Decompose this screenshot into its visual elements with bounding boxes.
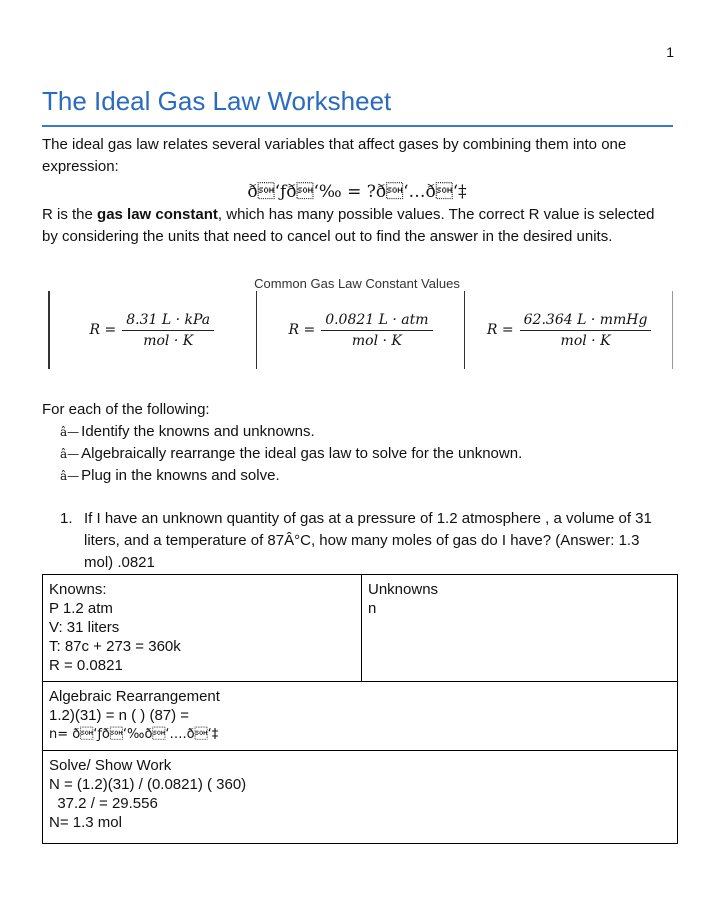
constant-atm: [256, 291, 465, 369]
table-right-border: [672, 291, 674, 369]
known-value: V: 31 liters: [49, 619, 120, 636]
instructions-heading: For each of the following:: [42, 401, 210, 418]
constant-denominator: mol · K: [143, 332, 194, 349]
constants-caption: Common Gas Law Constant Values: [254, 276, 460, 291]
intro-paragraph: The ideal gas law relates several variables that affect gases by combining them into one expression:: [42, 136, 627, 175]
constant-lhs: R =: [486, 322, 514, 338]
list-item: [60, 443, 522, 465]
bullet-icon: â—: [60, 447, 80, 461]
question-1: [60, 508, 670, 574]
page-title: The Ideal Gas Law Worksheet: [42, 86, 392, 116]
instruction-text: Algebraically rearrange the ideal gas law to solve for the unknown.: [81, 445, 523, 462]
title-underline: [42, 125, 673, 127]
constant-denominator: mol · K: [560, 332, 611, 349]
gas-law-constant-term: gas law constant: [97, 206, 218, 223]
bullet-icon: â—: [60, 425, 80, 439]
unknown-value: n: [368, 600, 377, 617]
constant-fraction: [321, 312, 432, 349]
table-row: [43, 751, 678, 844]
constant-mmhg: [464, 291, 673, 369]
r-description: [42, 204, 674, 248]
instruction-text: Identify the knowns and unknowns.: [81, 423, 315, 440]
page-number: 1: [666, 44, 674, 60]
known-value: P 1.2 atm: [49, 600, 113, 617]
ideal-gas-equation: ð‘ƒð‘‰ = ?ð‘…ð‘‡: [247, 182, 467, 202]
rearrangement-cell: [43, 682, 678, 751]
rearrangement-line: n= ð‘ƒð‘‰ð‘….ð‘‡: [49, 727, 219, 742]
table-left-border: [48, 291, 50, 369]
known-value: T: 87c + 273 = 360k: [49, 638, 181, 655]
solve-heading: Solve/ Show Work: [49, 757, 172, 774]
gas-constant-table: [48, 291, 673, 369]
list-item: [60, 421, 522, 443]
constant-lhs: R =: [89, 322, 117, 338]
solve-line: N = (1.2)(31) / (0.0821) ( 360): [49, 776, 247, 793]
bullet-icon: â—: [60, 469, 80, 483]
question-text: If I have an unknown quantity of gas at a pressure of 1.2 atmosphere , a volume of 31 liters, and a temperature of 87Â°C, how many moles of gas do I have? (Answer: 1.3 mol) .0821: [84, 510, 652, 571]
constant-numerator: 8.31 L · kPa: [122, 312, 214, 331]
r-description-rest: , which has many possible values. The correct R value is selected by considering the units that need to cancel out to find the answer in the desired units.: [42, 206, 655, 245]
constant-lhs: R =: [288, 322, 316, 338]
constant-fraction: [122, 312, 214, 349]
constant-numerator: 0.0821 L · atm: [321, 312, 432, 331]
unknowns-cell: [362, 575, 678, 682]
constant-denominator: mol · K: [351, 332, 402, 349]
rearrangement-heading: Algebraic Rearrangement: [49, 688, 220, 705]
question-number: 1.: [60, 510, 73, 527]
instructions-list: [60, 421, 522, 487]
constant-numerator: 62.364 L · mmHg: [520, 312, 652, 331]
knowns-cell: [43, 575, 362, 682]
rearrangement-line: 1.2)(31) = n ( ) (87) =: [49, 707, 190, 724]
known-value: R = 0.0821: [49, 657, 123, 674]
unknowns-heading: Unknowns: [368, 581, 439, 598]
table-row: [43, 575, 678, 682]
list-item: [60, 465, 522, 487]
knowns-heading: Knowns:: [49, 581, 107, 598]
table-row: [43, 682, 678, 751]
solve-cell: [43, 751, 678, 844]
solve-line: N= 1.3 mol: [49, 814, 122, 831]
work-table: [42, 574, 678, 844]
instruction-text: Plug in the knowns and solve.: [81, 467, 280, 484]
constant-kpa: [48, 291, 256, 369]
r-description-prefix: R is the: [42, 206, 98, 223]
constant-fraction: [520, 312, 652, 349]
solve-line: 37.2 / = 29.556: [49, 795, 158, 812]
